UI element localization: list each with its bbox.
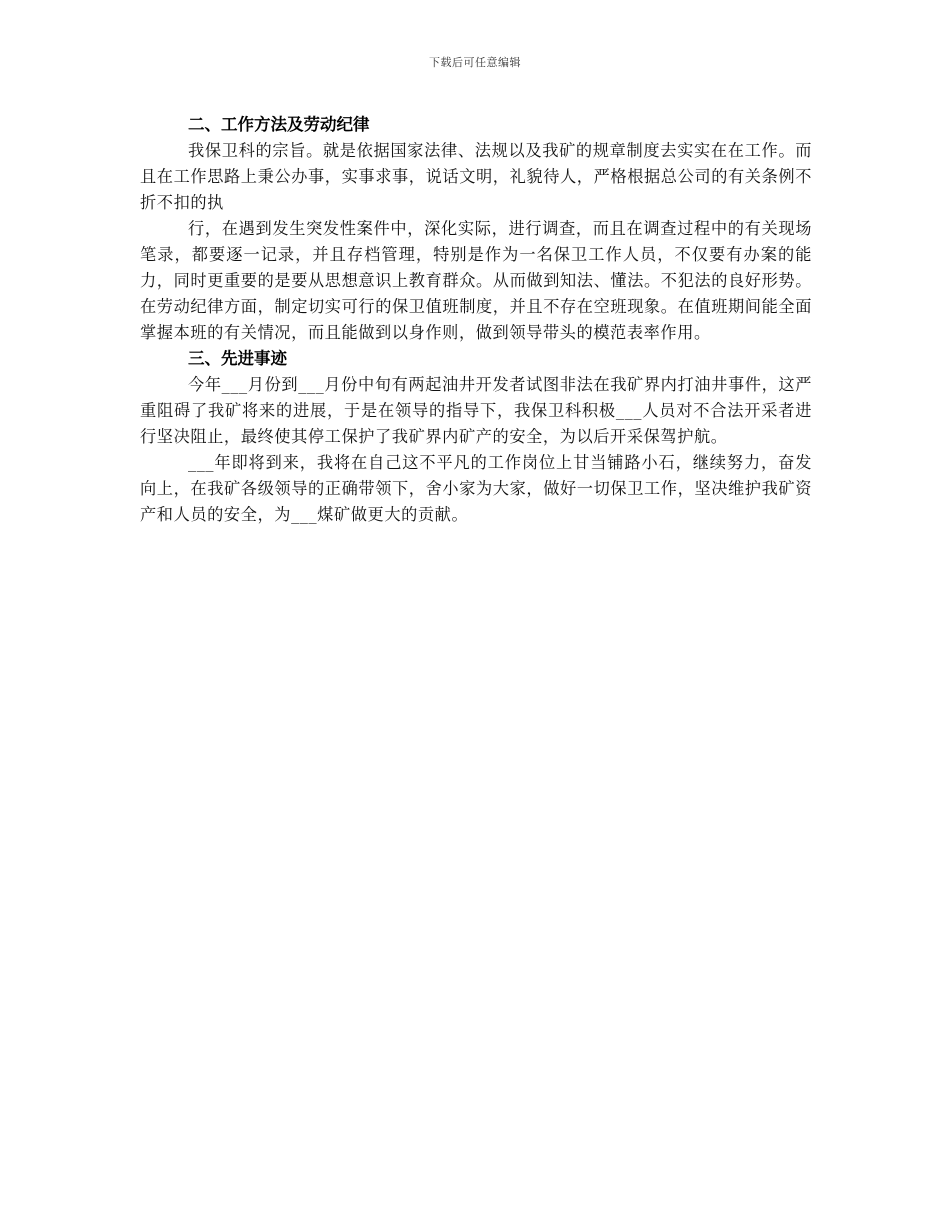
paragraph: ___年即将到来，我将在自己这不平凡的工作岗位上甘当铺路小石，继续努力，奋发向上，在我矿各级领导的正确带领下，舍小家为大家，做好一切保卫工作，坚决维护我矿资产和人员的安全，为___煤矿做更大的贡献。 [140, 453, 812, 524]
page-header-note: 下载后可任意编辑 [429, 56, 521, 69]
document-body [140, 112, 812, 528]
paragraph: 今年___月份到___月份中旬有两起油井开发者试图非法在我矿界内打油井事件，这严重阻碍了我矿将来的进展，于是在领导的指导下，我保卫科积极___人员对不合法开采者进行坚决阻止，最终使其停工保护了我矿界内矿产的安全，为以后开采保驾护航。 [140, 375, 812, 446]
paragraph: 我保卫科的宗旨。就是依据国家法律、法规以及我矿的规章制度去实实在在工作。而且在工作思路上秉公办事，实事求事，说话文明，礼貌待人，严格根据总公司的有关条例不折不扣的执 [140, 141, 812, 212]
section-heading-work-methods: 二、工作方法及劳动纪律 [188, 115, 370, 134]
paragraph: 行，在遇到发生突发性案件中，深化实际，进行调查，而且在调查过程中的有关现场笔录，都要逐一记录，并且存档管理，特别是作为一名保卫工作人员，不仅要有办案的能力，同时更重要的是要从思想意识上教育群众。从而做到知法、懂法。不犯法的良好形势。在劳动纪律方面，制定切实可行的保卫值班制度，并且不存在空班现象。在值班期间能全面掌握本班的有关情况，而且能做到以身作则，做到领导带头的模范表率作用。 [140, 219, 812, 342]
section-heading-achievements: 三、先进事迹 [188, 349, 287, 368]
